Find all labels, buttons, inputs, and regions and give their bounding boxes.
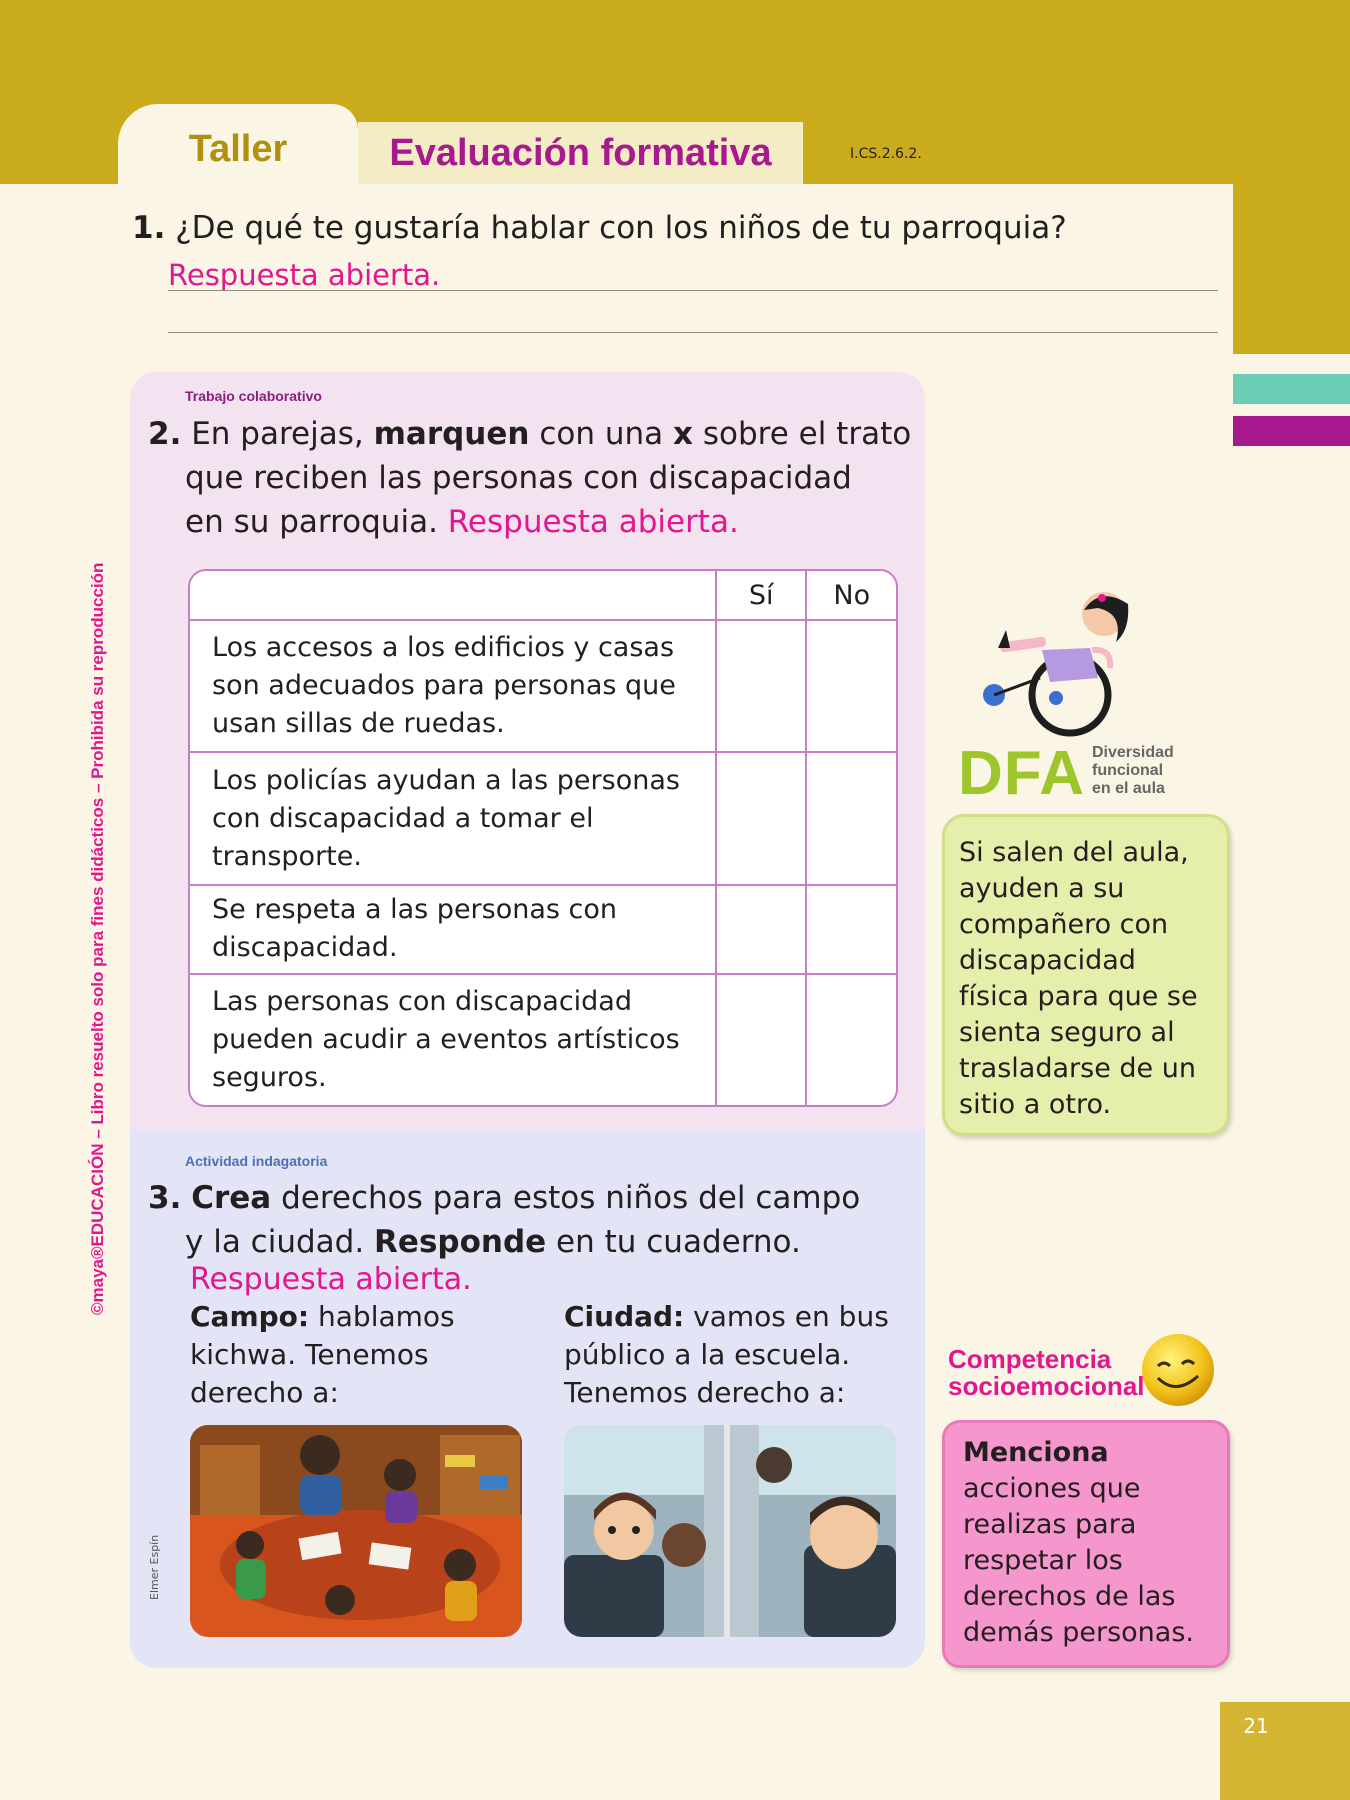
curriculum-code: I.CS.2.6.2. xyxy=(850,146,922,162)
activity-tag: Actividad indagatoria xyxy=(185,1153,328,1169)
question-number: 2. xyxy=(148,416,182,452)
competencia-title-line: Competencia xyxy=(948,1344,1112,1374)
ciudad-label: Ciudad: xyxy=(564,1300,685,1333)
table-row xyxy=(190,620,896,752)
campo-body: hablamos kichwa. Tenemos derecho a: xyxy=(190,1300,455,1409)
table-header-si: Sí xyxy=(716,571,807,620)
campo-text xyxy=(190,1298,490,1412)
q3-text: en tu cuaderno. xyxy=(556,1224,801,1260)
table-header-no: No xyxy=(806,571,896,620)
side-band xyxy=(1233,184,1350,354)
table-header xyxy=(190,571,716,620)
illustrator-credit: Elmer Espín xyxy=(148,1534,161,1600)
q2-answer: Respuesta abierta. xyxy=(447,504,739,540)
q3-text: derechos para estos niños del campo xyxy=(281,1180,861,1216)
q3-line2 xyxy=(148,1220,918,1264)
activity-tag: Trabajo colaborativo xyxy=(185,388,322,404)
competencia-text: acciones que realizas para respetar los derechos de las demás personas. xyxy=(963,1473,1194,1648)
q3-bold: Responde xyxy=(374,1224,547,1260)
checkbox-no[interactable] xyxy=(806,620,896,752)
table-row xyxy=(190,974,896,1105)
table-cell: Se respeta a las personas con discapacidad. xyxy=(190,885,716,974)
table-cell: Las personas con discapacidad pueden acudir a eventos artísticos seguros. xyxy=(190,974,716,1105)
competencia-bold: Menciona xyxy=(963,1437,1109,1468)
campo-illustration xyxy=(190,1425,522,1637)
q2-bold: marquen xyxy=(373,416,530,452)
checkbox-no[interactable] xyxy=(806,885,896,974)
taller-label: Taller xyxy=(188,128,288,170)
table-row xyxy=(190,885,896,974)
answer-line xyxy=(168,332,1218,333)
ciudad-body: vamos en bus público a la escuela. Tenemos derecho a: xyxy=(564,1300,889,1409)
question-3 xyxy=(148,1176,918,1264)
wheelchair-girl-illustration xyxy=(980,590,1140,750)
table-header-row xyxy=(190,571,896,620)
treatment-table xyxy=(188,569,898,1107)
dfa-subtitle-line: en el aula xyxy=(1092,780,1165,797)
classroom-scene-icon xyxy=(190,1425,522,1637)
competencia-title-line: socioemocional xyxy=(948,1371,1145,1401)
checkbox-si[interactable] xyxy=(716,620,807,752)
dfa-subtitle-line: Diversidad xyxy=(1092,744,1174,761)
ciudad-illustration xyxy=(564,1425,896,1637)
question-number: 1. xyxy=(132,210,166,246)
q2-bold: x xyxy=(673,416,693,452)
q2-text: que reciben las personas con discapacidad xyxy=(185,460,852,496)
smiley-icon xyxy=(1138,1330,1218,1410)
section-title: Evaluación formativa xyxy=(358,122,803,184)
teal-strip xyxy=(1233,374,1350,404)
q2-text: sobre el trato xyxy=(702,416,912,452)
ciudad-text xyxy=(564,1298,904,1412)
q3-text: y la ciudad. xyxy=(185,1224,365,1260)
dfa-note: Si salen del aula, ayuden a su compañero con discapacidad física para que se sienta seguro al trasladarse de un sitio a otro. xyxy=(942,814,1230,1136)
q1-answer: Respuesta abierta. xyxy=(168,258,441,292)
q2-text: con una xyxy=(539,416,664,452)
competencia-note xyxy=(942,1420,1230,1668)
checkbox-si[interactable] xyxy=(716,974,807,1105)
campo-label: Campo: xyxy=(190,1300,310,1333)
checkbox-no[interactable] xyxy=(806,974,896,1105)
competencia-title xyxy=(948,1346,1145,1400)
bus-scene-icon xyxy=(564,1425,896,1637)
dfa-logo: DFA xyxy=(958,739,1085,808)
q3-bold: Crea xyxy=(191,1180,272,1216)
table-row xyxy=(190,752,896,884)
checkbox-si[interactable] xyxy=(716,752,807,884)
checkbox-no[interactable] xyxy=(806,752,896,884)
checkbox-si[interactable] xyxy=(716,885,807,974)
copyright-notice: ©maya®EDUCACIÓN – Libro resuelto solo para fines didácticos – Prohibida su reproducción xyxy=(88,562,107,1315)
q3-answer: Respuesta abierta. xyxy=(190,1262,472,1297)
q2-text: En parejas, xyxy=(191,416,364,452)
q2-text: en su parroquia. xyxy=(185,504,438,540)
wheelchair-icon xyxy=(980,590,1140,750)
answer-line xyxy=(168,290,1218,291)
table-cell: Los policías ayudan a las personas con discapacidad a tomar el transporte. xyxy=(190,752,716,884)
dfa-subtitle xyxy=(1092,744,1174,798)
question-2 xyxy=(148,412,918,544)
dfa-subtitle-line: funcional xyxy=(1092,762,1164,779)
table-cell: Los accesos a los edificios y casas son adecuados para personas que usan sillas de ruedas. xyxy=(190,620,716,752)
page-number: 21 xyxy=(1243,1714,1269,1738)
question-1 xyxy=(132,210,1067,246)
q2-line3 xyxy=(148,500,918,544)
question-number: 3. xyxy=(148,1180,182,1216)
question-text: ¿De qué te gustaría hablar con los niños de tu parroquia? xyxy=(175,210,1067,246)
magenta-strip xyxy=(1233,416,1350,446)
